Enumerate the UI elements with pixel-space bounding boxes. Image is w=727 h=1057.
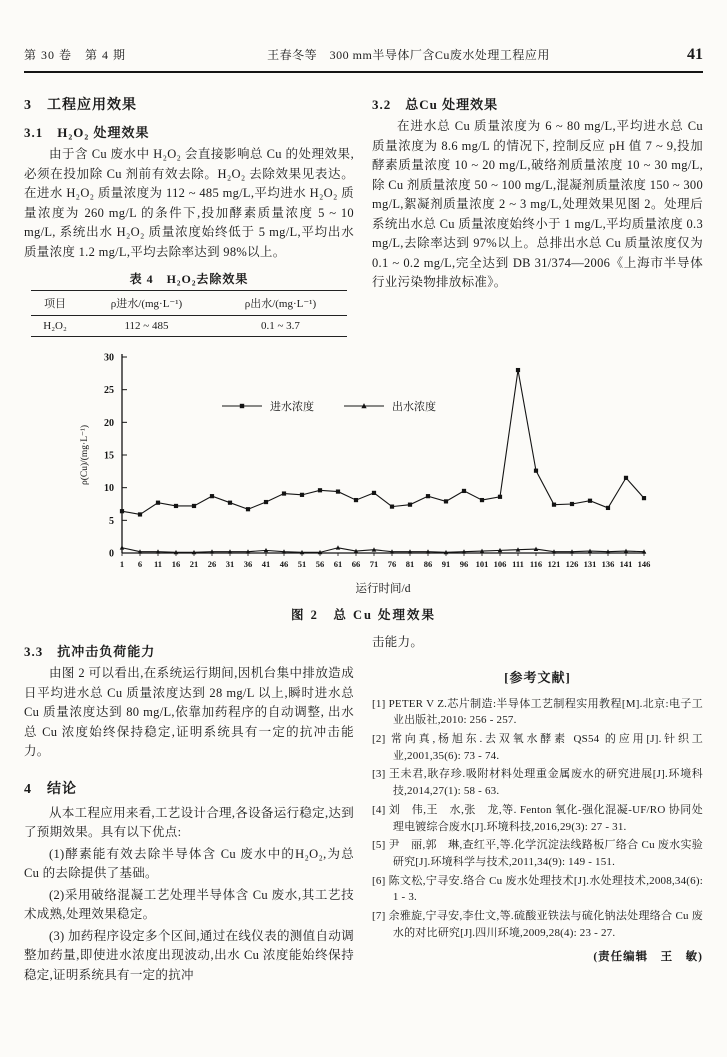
svg-text:46: 46 bbox=[279, 559, 288, 569]
conclusion-intro-paragraph: 从本工程应用来看,工艺设计合理,各设备运行稳定,达到了预期效果。具有以下优点: bbox=[24, 805, 354, 839]
svg-text:11: 11 bbox=[153, 559, 162, 569]
reference-item: [1] PETER V Z.芯片制造:半导体工艺制程实用教程[M].北京:电子工业出版社,2010: 256 - 257. bbox=[372, 697, 703, 727]
section-3-heading: 3 工程应用效果 bbox=[24, 98, 137, 113]
table-4-cell: 0.1 ~ 3.7 bbox=[260, 320, 300, 332]
table-4-cell: 112 ~ 485 bbox=[124, 320, 169, 332]
svg-text:56: 56 bbox=[315, 559, 324, 569]
table-4 bbox=[31, 290, 348, 337]
table-4-header-row bbox=[31, 291, 348, 316]
section-4-heading: 4 结论 bbox=[24, 781, 77, 797]
section-3-3-paragraph: 由图 2 可以看出,在系统运行期间,因机台集中排放造成日平均进水总 Cu 质量浓度达到 28 mg/L 以上,瞬时进水总 Cu 质量浓度达到 80 mg/L,依靠加药程序的自动调整, 出水总 Cu 浓度始终保持稳定,证明系统具有一定的抗冲击能力。 bbox=[24, 666, 354, 758]
reference-item: [6] 陈文松,宁寻安.络合 Cu 废水处理技术[J].水处理技术,2008,34(6): 1 - 3. bbox=[372, 874, 703, 904]
section-3-1-paragraph: 由于含 Cu 废水中 H₂O₂ 会直接影响总 Cu 的处理效果,必须在投加除 Cu 剂前有效去除。H₂O₂ 去除效果见表达。在进水 H₂O₂ 质量浓度为 112 ~ 485 mg/L,平均进水 H₂O₂ 质量浓度为 260 mg/L 的条件下,投加酵素质量浓度 5 ~ 10 mg/L, 系统出水 H₂O₂ 质量浓度始终低于 5 mg/L,平均出水质量浓度 1.2 mg/L,平均去除率达到 98%以上。 bbox=[24, 147, 354, 259]
svg-text:10: 10 bbox=[103, 483, 114, 495]
section-3-3-heading: 3.3 抗冲击负荷能力 bbox=[24, 644, 156, 659]
page-header bbox=[24, 46, 703, 64]
left-column-lower bbox=[24, 633, 354, 987]
references-list bbox=[372, 696, 703, 942]
svg-text:31: 31 bbox=[225, 559, 234, 569]
svg-text:运行时间/d: 运行时间/d bbox=[355, 583, 410, 595]
svg-text:146: 146 bbox=[637, 559, 650, 569]
right-column-lower bbox=[372, 633, 703, 987]
svg-text:121: 121 bbox=[547, 559, 560, 569]
lower-two-column-block bbox=[24, 633, 703, 987]
svg-text:76: 76 bbox=[387, 559, 396, 569]
svg-text:1: 1 bbox=[119, 559, 124, 569]
table-4-cell: H₂O₂ bbox=[43, 320, 67, 332]
svg-text:5: 5 bbox=[108, 515, 114, 527]
svg-text:61: 61 bbox=[333, 559, 342, 569]
conclusion-point-1: (1)酵素能有效去除半导体含 Cu 废水中的H₂O₂,为总 Cu 的去除提供了基础。 bbox=[24, 846, 354, 880]
svg-text:116: 116 bbox=[529, 559, 542, 569]
svg-text:126: 126 bbox=[565, 559, 578, 569]
continuation-paragraph: 击能力。 bbox=[372, 635, 424, 649]
svg-text:131: 131 bbox=[583, 559, 596, 569]
svg-text:136: 136 bbox=[601, 559, 614, 569]
svg-text:41: 41 bbox=[261, 559, 270, 569]
section-3-2-heading: 3.2 总Cu 处理效果 bbox=[372, 97, 499, 112]
table-4-caption: 表 4 H₂O₂去除效果 bbox=[129, 272, 249, 286]
page-number: 41 bbox=[687, 46, 703, 63]
section-3-1-heading: 3.1 H₂O₂ 处理效果 bbox=[24, 125, 150, 140]
svg-text:101: 101 bbox=[475, 559, 488, 569]
conclusion-point-2: (2)采用破络混凝工艺处理半导体含 Cu 废水,其工艺技术成熟,处理效果稳定。 bbox=[24, 887, 354, 921]
svg-text:141: 141 bbox=[619, 559, 632, 569]
svg-text:66: 66 bbox=[351, 559, 360, 569]
conclusion-point-3: (3) 加药程序设定多个区间,通过在线仪表的测值自动调整加药量,即使进水浓度出现波动,出水 Cu 浓度能始终保持稳定,证明系统具有一定的抗冲 bbox=[24, 928, 354, 982]
reference-item: [4] 刘 伟,王 水,张 龙,等. Fenton 氧化-强化混凝-UF/RO 协同处理电镀综合废水[J].环境科技,2016,29(3): 27 - 31. bbox=[372, 803, 703, 833]
upper-two-column-block bbox=[24, 86, 703, 337]
svg-text:25: 25 bbox=[103, 385, 114, 397]
svg-text:51: 51 bbox=[297, 559, 306, 569]
svg-text:36: 36 bbox=[243, 559, 252, 569]
table-4-data-row bbox=[31, 316, 348, 337]
svg-text:91: 91 bbox=[441, 559, 450, 569]
svg-text:进水浓度: 进水浓度 bbox=[269, 401, 314, 413]
left-column-upper bbox=[24, 86, 354, 337]
reference-item: [2] 常向真,杨旭东.去双氧水酵素 QS54 的应用[J].针织工业,2001,35(6): 73 - 74. bbox=[372, 732, 703, 762]
svg-text:86: 86 bbox=[423, 559, 432, 569]
table-4-header-cell: ρ进水/(mg·L⁻¹) bbox=[110, 298, 183, 310]
header-rule bbox=[24, 71, 703, 73]
section-3-2-paragraph: 在进水总 Cu 质量浓度为 6 ~ 80 mg/L,平均进水总 Cu 质量浓度为 8.6 mg/L 的情况下, 控制反应 pH 值 7 ~ 9,投加酵素质量浓度 10 ~ 20 mg/L,破络剂质量浓度 10 ~ 30 mg/L, 除 Cu 剂质量浓度 50 ~ 100 mg/L,混凝剂质量浓度 150 ~ 300 mg/L,絮凝剂质量浓度 2 ~ 3 mg/L,处理效果见图 2。处理后系统出水总 Cu 质量浓度始终小于 1 mg/L,平均质量浓度 0.3 mg/L,去除率达到 97%以上。总排出水总 Cu 质量浓度仅为 0.1 ~ 0.2 mg/L,完全达到 DB 31/374—2006《上海市半导体行业污染物排放标准》。 bbox=[372, 119, 703, 289]
svg-text:111: 111 bbox=[511, 559, 524, 569]
reference-item: [5] 尹 丽,郭 琳,查红平,等.化学沉淀法线路板厂络合 Cu 废水实验研究[J].环境科学与技术,2011,34(9): 149 - 151. bbox=[372, 839, 703, 868]
cu-chart bbox=[74, 347, 654, 599]
svg-text:16: 16 bbox=[171, 559, 180, 569]
table-4-header-cell: ρ出水/(mg·L⁻¹) bbox=[244, 298, 317, 310]
svg-text:26: 26 bbox=[207, 559, 216, 569]
svg-text:ρ(Cu)/(mg·L⁻¹): ρ(Cu)/(mg·L⁻¹) bbox=[79, 424, 90, 486]
figure-2-caption: 图 2 总 Cu 处理效果 bbox=[290, 608, 437, 622]
figure-2 bbox=[74, 347, 654, 623]
svg-text:20: 20 bbox=[103, 417, 114, 429]
journal-issue: 第 30 卷 第 4 期 bbox=[24, 48, 127, 62]
right-column-upper bbox=[372, 86, 703, 337]
reference-item: [7] 余雅旋,宁寻安,李仕文,等.硫酸亚铁法与硫化钠法处理络合 Cu 废水的对比研究[J].四川环境,2009,28(4): 23 - 27. bbox=[372, 910, 703, 939]
table-4-header-cell: 项目 bbox=[44, 298, 67, 310]
editor-note: (责任编辑 王 敏) bbox=[593, 950, 703, 963]
svg-text:96: 96 bbox=[459, 559, 468, 569]
svg-text:15: 15 bbox=[103, 450, 114, 462]
reference-item: [3] 王未君,耿存珍.吸附材料处理重金属废水的研究进展[J].环境科技,2014,27(1): 58 - 63. bbox=[372, 768, 703, 798]
svg-text:106: 106 bbox=[493, 559, 506, 569]
svg-text:30: 30 bbox=[103, 352, 114, 364]
svg-text:21: 21 bbox=[189, 559, 198, 569]
svg-text:6: 6 bbox=[137, 559, 142, 569]
svg-text:71: 71 bbox=[369, 559, 378, 569]
svg-text:0: 0 bbox=[108, 548, 114, 560]
svg-text:81: 81 bbox=[405, 559, 414, 569]
running-title: 王春冬等 300 mm半导体厂含Cu废水处理工程应用 bbox=[267, 48, 550, 62]
references-heading: [参考文献] bbox=[504, 669, 571, 685]
svg-text:出水浓度: 出水浓度 bbox=[391, 401, 436, 413]
